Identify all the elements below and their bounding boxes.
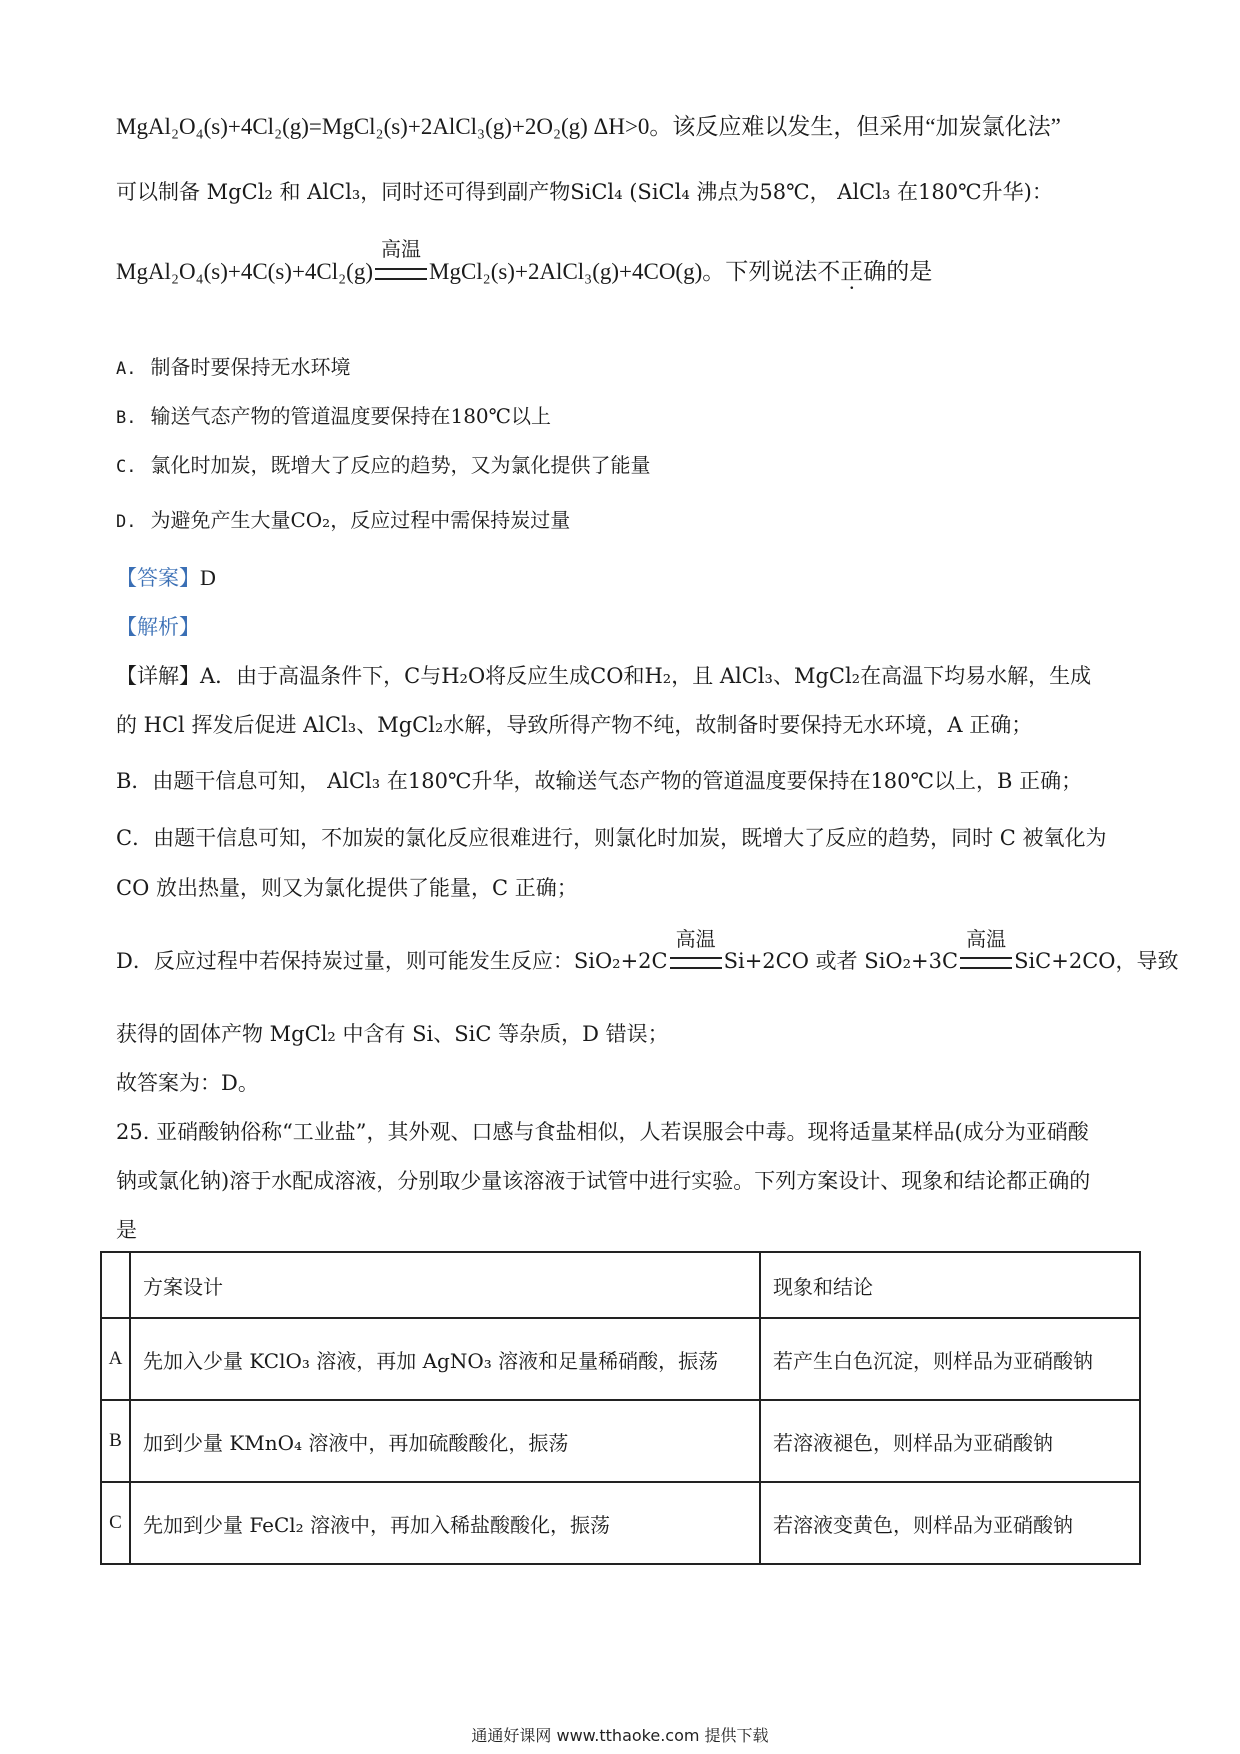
- table-header-row: [101, 1252, 1140, 1318]
- q24-option-d: D. 为避免产生大量CO₂，反应过程中需保持炭过量: [116, 508, 571, 532]
- table-header-design: 方案设计: [130, 1252, 760, 1318]
- table-row: [101, 1318, 1140, 1400]
- row-design: 先加到少量 FeCl₂ 溶液中，再加入稀盐酸酸化，振荡: [130, 1482, 760, 1564]
- q24-option-a: A. 制备时要保持无水环境: [116, 355, 351, 379]
- q24-option-b: B. 输送气态产物的管道温度要保持在180℃以上: [116, 404, 552, 428]
- high-temperature-arrow: 高温: [668, 946, 724, 976]
- detail-line-1: 【详解】A．由于高温条件下，C与H₂O将反应生成CO和H₂，且 AlCl₃、MgCl₂在高温下均易水解，生成: [116, 664, 1092, 688]
- analysis-label: 【解析】: [116, 615, 200, 639]
- q24-stem-end: 的是: [886, 259, 933, 284]
- row-design: 加到少量 KMnO₄ 溶液中，再加硫酸酸化，振荡: [130, 1400, 760, 1482]
- q24-emphasized-word: 不正确: [817, 259, 887, 284]
- row-letter: B: [101, 1400, 130, 1482]
- row-result: 若产生白色沉淀，则样品为亚硝酸钠: [760, 1318, 1140, 1400]
- q25-stem-line-1: 25. 亚硝酸钠俗称“工业盐”，其外观、口感与食盐相似，人若误服会中毒。现将适量某样品(成分为亚硝酸: [116, 1120, 1089, 1144]
- answer-line: [116, 563, 216, 593]
- double-bar-icon: [375, 268, 427, 280]
- answer-label: 【答案】: [116, 566, 200, 590]
- q25-stem-line-2: 钠或氯化钠)溶于水配成溶液，分别取少量该溶液于试管中进行实验。下列方案设计、现象和结论都正确的: [116, 1169, 1091, 1193]
- high-temperature-arrow: [373, 239, 429, 287]
- page-footer: 通通好课网 www.tthaoke.com 提供下载: [471, 1726, 769, 1745]
- q24-option-c: C. 氯化时加炭，既增大了反应的趋势，又为氯化提供了能量: [116, 453, 651, 477]
- high-temperature-label: 高温: [381, 239, 421, 261]
- double-bar-icon: [670, 957, 722, 969]
- experiment-table: [100, 1251, 1141, 1565]
- high-temperature-arrow: 高温: [958, 946, 1014, 976]
- detail-line-3: B．由题干信息可知， AlCl₃ 在180℃升华，故输送气态产物的管道温度要保持在180℃以上，B 正确；: [116, 769, 1083, 793]
- q24-eq2-reactants: MgAl₂O₄(s)+4C(s)+4Cl₂(g): [116, 259, 373, 284]
- detail-line-8: 故答案为：D。: [116, 1071, 259, 1095]
- table-header-result: 现象和结论: [760, 1252, 1140, 1318]
- answer-value: D: [200, 565, 216, 590]
- row-result: 若溶液变黄色，则样品为亚硝酸钠: [760, 1482, 1140, 1564]
- row-letter: A: [101, 1318, 130, 1400]
- q24-equation-line-2: [116, 239, 933, 287]
- q24-eq2-products: MgCl₂(s)+2AlCl₃(g)+4CO(g)。下列说法: [429, 259, 818, 284]
- q24-stem-line-2: 可以制备 MgCl₂ 和 AlCl₃，同时还可得到副产物SiCl₄ (SiCl₄ 沸点为58℃， AlCl₃ 在180℃升华)：: [116, 180, 1053, 204]
- double-bar-icon: [960, 957, 1012, 969]
- table-header-empty: [101, 1252, 130, 1318]
- table-row: [101, 1400, 1140, 1482]
- row-design: 先加入少量 KClO₃ 溶液，再加 AgNO₃ 溶液和足量稀硝酸，振荡: [130, 1318, 760, 1400]
- detail-line-6: D．反应过程中若保持炭过量，则可能发生反应：SiO₂+2C 高温 Si+2CO 或者 SiO₂+3C 高温 SiC+2CO，导致: [116, 946, 1179, 976]
- q24-equation-line: MgAl₂O₄(s)+4Cl₂(g)=MgCl₂(s)+2AlCl₃(g)+2O₂(g) ΔH>0。该反应难以发生，但采用“加炭氯化法”: [116, 114, 1061, 139]
- detail-line-2: 的 HCl 挥发后促进 AlCl₃、MgCl₂水解，导致所得产物不纯，故制备时要保持无水环境，A 正确；: [116, 713, 1033, 737]
- row-result: 若溶液褪色，则样品为亚硝酸钠: [760, 1400, 1140, 1482]
- detail-line-5: CO 放出热量，则又为氯化提供了能量，C 正确；: [116, 876, 578, 900]
- detail-line-4: C．由题干信息可知，不加炭的氯化反应很难进行，则氯化时加炭，既增大了反应的趋势，同时 C 被氧化为: [116, 826, 1107, 850]
- q25-stem-line-3: 是: [116, 1218, 137, 1242]
- table-row: [101, 1482, 1140, 1564]
- detail-line-7: 获得的固体产物 MgCl₂ 中含有 Si、SiC 等杂质，D 错误；: [116, 1022, 669, 1046]
- row-letter: C: [101, 1482, 130, 1564]
